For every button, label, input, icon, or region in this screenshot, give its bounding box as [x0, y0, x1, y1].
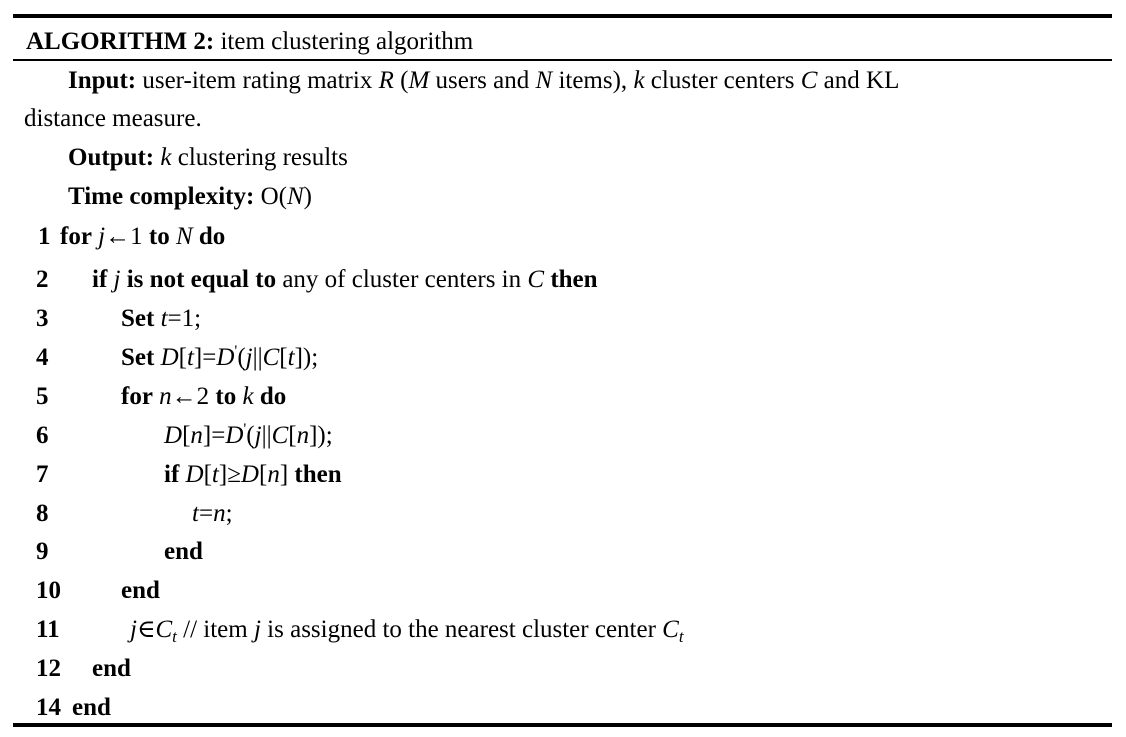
input-line: Input: user-item rating matrix R (M users and N items), k cluster centers C and KL	[68, 67, 900, 94]
code-line-8: t=n;	[192, 500, 233, 527]
code-line-10: end	[121, 577, 160, 604]
line-number: 2	[36, 266, 49, 293]
output-text: clustering results	[177, 144, 348, 171]
algorithm-name: item clustering algorithm	[220, 28, 474, 55]
table-top-rule	[13, 14, 1112, 18]
line-number: 7	[36, 461, 49, 488]
code-line-3: Set t=1;	[121, 305, 202, 332]
line-number: 14	[36, 694, 61, 721]
algorithm-label: ALGORITHM 2:	[26, 28, 215, 55]
code-line-11: $j\in C_t$ // item j is assigned to the nearest cluster center $C_t$	[130, 616, 684, 646]
input-label: Input:	[68, 67, 137, 94]
code-line-4: Set D[t]=D'(j||C[t]);	[121, 343, 319, 371]
code-line-5: for n←2 to k do	[121, 383, 287, 410]
line-number: 1	[38, 223, 51, 250]
line-number: 12	[36, 655, 61, 682]
code-line-7: if D[t]≥D[n] then	[164, 461, 342, 488]
algorithm-title	[26, 28, 473, 56]
line-number: 6	[36, 422, 49, 449]
line-number: 4	[36, 344, 49, 371]
output-line: Output: k clustering results	[68, 144, 348, 171]
comment-text: // item	[183, 616, 248, 643]
complexity-label: Time complexity:	[68, 183, 255, 210]
code-line-12: end	[92, 655, 131, 682]
line-number: 11	[36, 616, 60, 643]
line-number: 8	[36, 500, 49, 527]
complexity-line: Time complexity: O(N)	[68, 183, 312, 210]
code-line-1: for j←1 to N do	[60, 223, 226, 250]
header-rule	[13, 59, 1112, 61]
line-number: 5	[36, 383, 49, 410]
comment-text-rest: is assigned to the nearest cluster center	[267, 616, 656, 643]
line-number: 10	[36, 577, 61, 604]
code-line-2: if j is not equal to any of cluster centers in C then	[92, 266, 598, 293]
code-line-6: D[n]=D'(j||C[n]);	[164, 421, 333, 449]
code-line-9: end	[164, 538, 203, 565]
input-line-continued: distance measure.	[24, 105, 202, 132]
output-label: Output:	[68, 144, 155, 171]
table-bottom-rule	[13, 723, 1112, 727]
line-number: 3	[36, 305, 49, 332]
code-line-14: end	[72, 694, 111, 721]
line-number: 9	[36, 538, 49, 565]
